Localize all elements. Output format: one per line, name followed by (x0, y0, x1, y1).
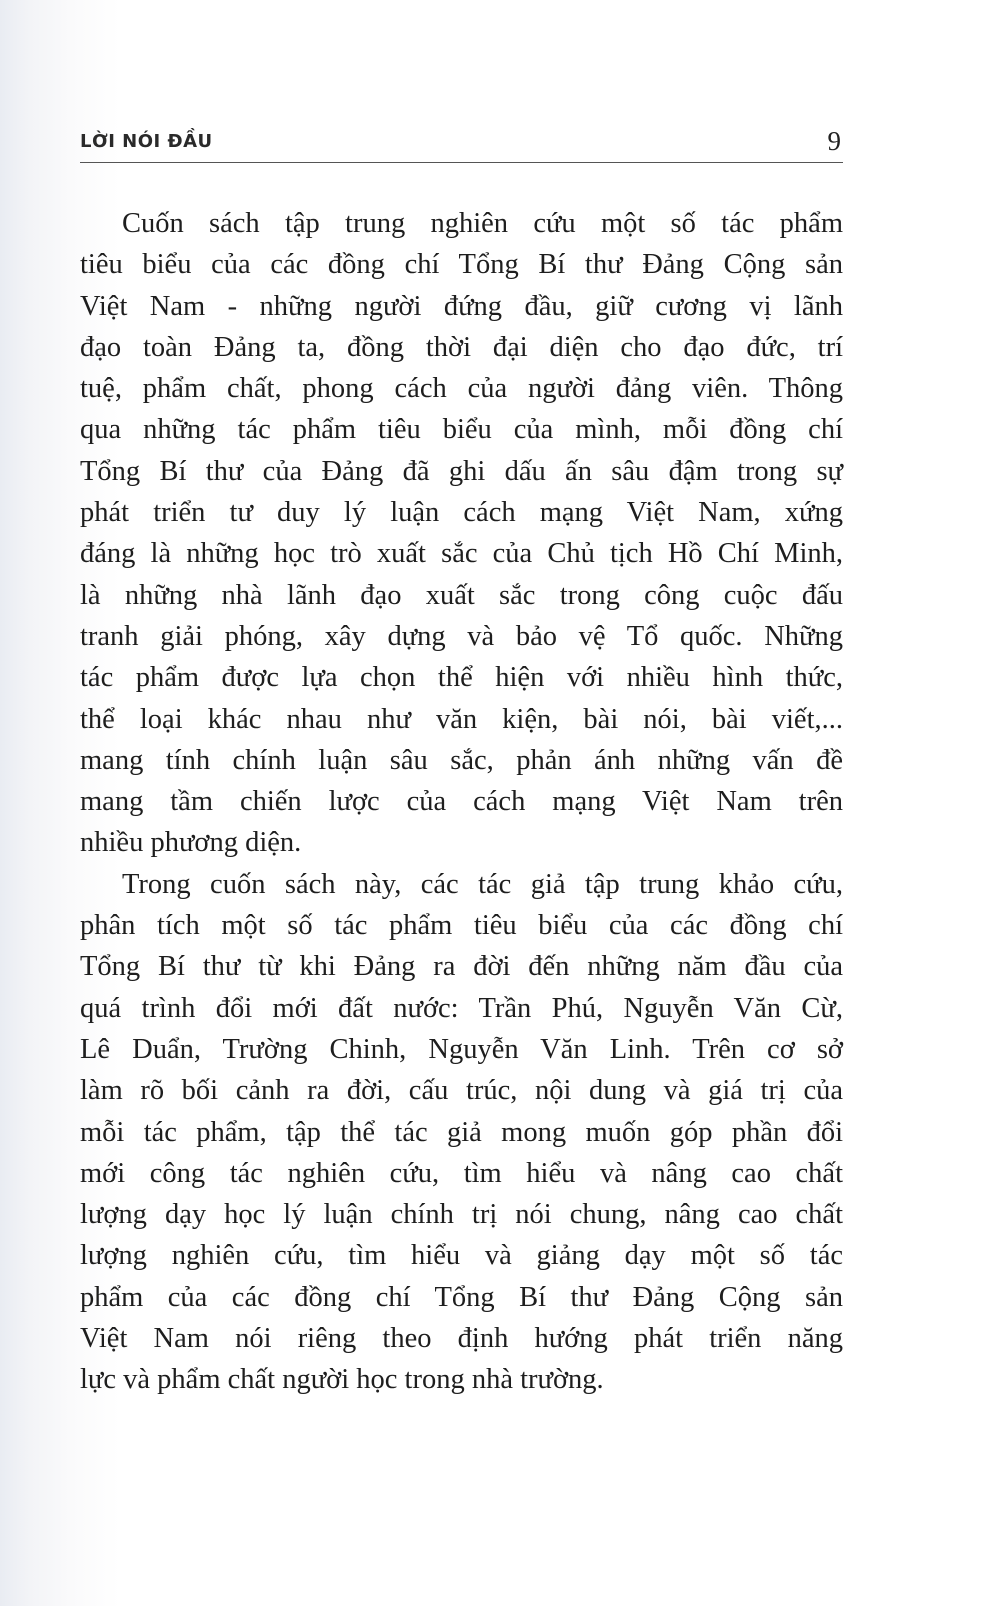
text-line: lực và phẩm chất người học trong nhà trường. (80, 1364, 604, 1396)
text-line: nhiều phương diện. (80, 827, 302, 859)
chapter-title: LỜI NÓI ĐẦU (80, 131, 213, 152)
text-line: đạo toàn Đảng ta, đồng thời đại diện cho đạo đức, trí (80, 331, 843, 363)
text-line: đáng là những học trò xuất sắc của Chủ tịch Hồ Chí Minh, (80, 538, 843, 570)
text-line: tuệ, phẩm chất, phong cách của người đảng viên. Thông (80, 373, 843, 405)
text-line: qua những tác phẩm tiêu biểu của mình, mỗi đồng chí (80, 414, 843, 446)
header-divider (80, 162, 843, 163)
text-line: tranh giải phóng, xây dựng và bảo vệ Tổ quốc. Những (80, 620, 843, 652)
body-text (80, 203, 843, 1401)
text-line: lượng dạy học lý luận chính trị nói chung, nâng cao chất (80, 1199, 843, 1231)
running-header (80, 126, 843, 162)
paragraph-2 (80, 864, 843, 1401)
text-line: quá trình đổi mới đất nước: Trần Phú, Nguyễn Văn Cừ, (80, 992, 843, 1024)
text-line: làm rõ bối cảnh ra đời, cấu trúc, nội dung và giá trị của (80, 1075, 843, 1107)
text-line: Cuốn sách tập trung nghiên cứu một số tác phẩm (122, 208, 843, 239)
text-line: Lê Duẩn, Trường Chinh, Nguyễn Văn Linh. Trên cơ sở (80, 1033, 843, 1065)
text-line: Tổng Bí thư của Đảng đã ghi dấu ấn sâu đậm trong sự (80, 455, 843, 487)
text-line: phẩm của các đồng chí Tổng Bí thư Đảng Cộng sản (80, 1281, 843, 1313)
text-line: phát triển tư duy lý luận cách mạng Việt Nam, xứng (80, 497, 843, 529)
text-line: tác phẩm được lựa chọn thể hiện với nhiều hình thức, (80, 662, 843, 694)
text-line: lượng nghiên cứu, tìm hiểu và giảng dạy một số tác (80, 1240, 843, 1272)
text-line: Việt Nam nói riêng theo định hướng phát triển năng (80, 1323, 843, 1355)
page-number: 9 (827, 126, 841, 156)
text-line: Việt Nam - những người đứng đầu, giữ cương vị lãnh (80, 290, 843, 322)
text-line: mang tầm chiến lược của cách mạng Việt Nam trên (80, 786, 843, 818)
paragraph-1 (80, 203, 843, 864)
text-line: thể loại khác nhau như văn kiện, bài nói, bài viết,... (80, 703, 843, 735)
text-line: mang tính chính luận sâu sắc, phản ánh những vấn đề (80, 744, 843, 776)
text-line: mỗi tác phẩm, tập thể tác giả mong muốn góp phần đổi (80, 1116, 843, 1148)
text-line: là những nhà lãnh đạo xuất sắc trong công cuộc đấu (80, 579, 843, 611)
text-line: tiêu biểu của các đồng chí Tổng Bí thư Đảng Cộng sản (80, 249, 843, 281)
text-line: Trong cuốn sách này, các tác giả tập trung khảo cứu, (122, 868, 843, 900)
text-line: mới công tác nghiên cứu, tìm hiểu và nâng cao chất (80, 1157, 843, 1189)
text-line: phân tích một số tác phẩm tiêu biểu của các đồng chí (80, 910, 843, 942)
text-line: Tổng Bí thư từ khi Đảng ra đời đến những năm đầu của (80, 951, 843, 983)
